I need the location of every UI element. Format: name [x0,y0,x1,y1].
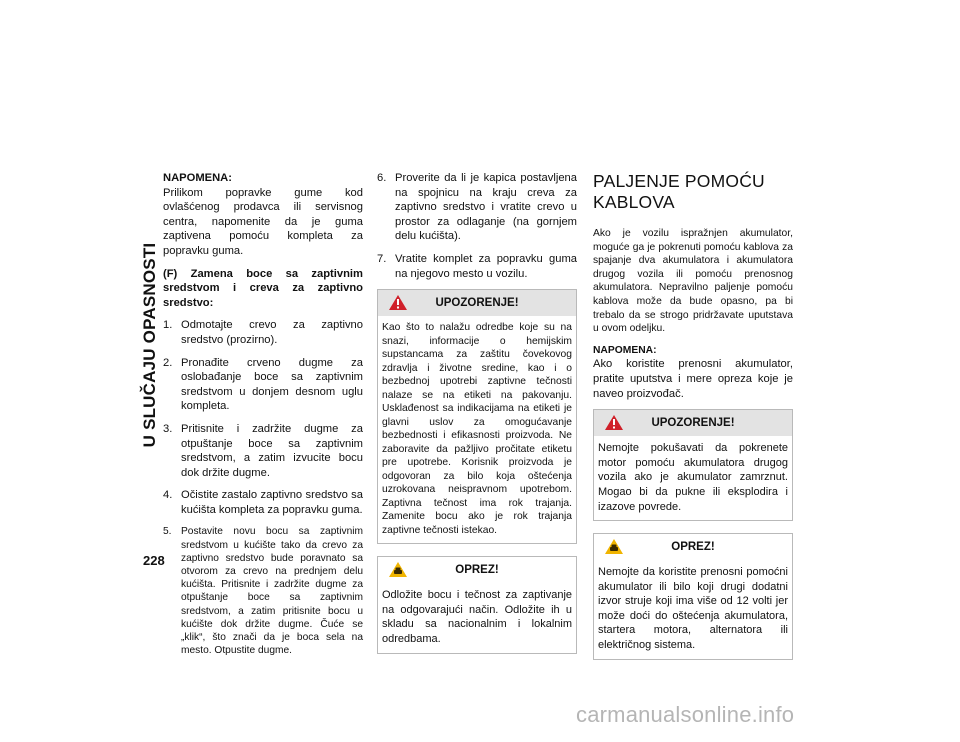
warning-header [378,290,576,316]
side-tab [140,160,160,530]
caution-car-icon [388,561,408,578]
note-text: Ako koristite prenosni akumulator, pratite uputstva i mere opreza koje je naveo proizvođač. [593,358,793,400]
list-item: 7. Vratite komplet za popravku guma na njegovo mesto u vozilu. [377,252,577,280]
column-middle [377,171,577,666]
warning-text: Nemojte pokušavati da pokrenete motor pomoću akumulatora drugog vozila ako je akumulator zamrznut. Mogao bi da pukne ili eksplodira i izazove povrede. [598,442,788,513]
steps-list [163,318,363,657]
caution-box [593,533,793,660]
list-item: 6. Proverite da li je kapica postavljena na spojnicu na kraju creva za zaptivno sredstvo i vratite crevo u prostor za odlaganje (na gornjem delu kućišta). [377,172,577,243]
caution-header [378,557,576,583]
column-left [163,171,363,666]
warning-title: UPOZORENJE! [435,297,519,310]
caution-box [377,556,577,653]
warning-title: UPOZORENJE! [651,417,735,430]
intro-text: Ako je vozilu ispražnjen akumulator, moguće ga je pokrenuti pomoću kablova za spajanje dva akumulatora i akumulatora drugog vozila ili pomoću prenosnog akumulatora. Nepravilno paljenje pomoću kablova može da bude opasno, pa bi trebalo da se strogo pridržavate uputstava u ovom odeljku. [593,228,793,335]
warning-text: Kao što to nalažu odredbe koje su na snazi, informacije o hemijskim supstancama za zaštitu čovekovog zdravlja i životne sredine, kao i o bezbednoj upotrebi zaptivne tečnosti nalaze se na etiketi na pakovanju. Usklađenost sa indikacijama na etiketi je glavni uslov za omogućavanje bezbednosti i efikasnosti proizvoda. Ne zaboravite da pažljivo pročitate etiketu pre upotrebe. Korisnik proizvoda je odgovoran za bilo koja oštećenja uzrokovana neispravnom upotrebom. Zaptivna tečnost ima rok trajanja. Zamenite bocu ako je rok trajanja zaptivne tečnosti istekao. [382,322,572,536]
warning-triangle-icon [388,294,408,311]
warning-triangle-icon [604,414,624,431]
warning-header [594,410,792,436]
caution-text: Nemojte da koristite prenosni pomoćni akumulator ili bilo koji drugi dodatni izvor struje koji ima više od 12 volti jer može doći do oštećenja akumulatora, startera motora, alternatora ili električnog sistema. [598,566,788,652]
warning-box [593,409,793,521]
warning-box [377,289,577,544]
side-tab-label: U SLUČAJU OPASNOSTI [140,242,159,448]
caution-car-icon [604,538,624,555]
caution-text: Odložite bocu i tečnost za zaptivanje na odgovarajući način. Odložite ih u skladu sa nacionalnim i lokalnim odredbama. [382,589,572,645]
note-title: NAPOMENA: [593,344,657,356]
caution-title: OPREZ! [671,541,715,554]
list-item: 1. Odmotajte crevo za zaptivno sredstvo (prozirno). [163,319,363,346]
caution-header [594,534,792,560]
page-number: 228 [143,553,165,568]
list-item: 2. Pronađite crveno dugme za oslobađanje boce sa zaptivnim sredstvom u donjem desnom uglu kompleta. [163,356,363,413]
list-item: 4. Očistite zastalo zaptivno sredstvo sa kućišta kompleta za popravku guma. [163,489,363,516]
note-title: NAPOMENA: [163,172,232,184]
section-heading: PALJENJE POMOĆU KABLOVA [593,171,765,212]
section-title: (F) Zamena boce sa zaptivnim sredstvom i creva za zaptivno sredstvo: [163,267,363,309]
caution-title: OPREZ! [455,564,499,577]
column-right [593,171,793,672]
note-text: Prilikom popravke gume kod ovlašćenog prodavca ili servisnog centra, napomenite da je guma zaptivena pomoću kompleta za popravku guma. [163,186,363,257]
list-item: 3. Pritisnite i zadržite dugme za otpuštanje boce sa zaptivnim sredstvom, a zatim izvucite bocu dok držite dugme. [163,422,363,479]
steps-list [377,171,577,281]
watermark: carmanualsonline.info [576,702,795,727]
list-item: 5. Postavite novu bocu sa zaptivnim sredstvom u kućište tako da crevo za zaptivno sredstvo bude poravnato sa otvorom za crevo na prednjem delu kućišta. Pritisnite i zadržite dugme za otpuštanje boce sa zaptivnim sredstvom, a zatim pritisnite bocu u kućište dok držite dugme. Čuće se „klik“, što znači da je boca sela na mesto. Otpustite dugme. [163,526,363,657]
